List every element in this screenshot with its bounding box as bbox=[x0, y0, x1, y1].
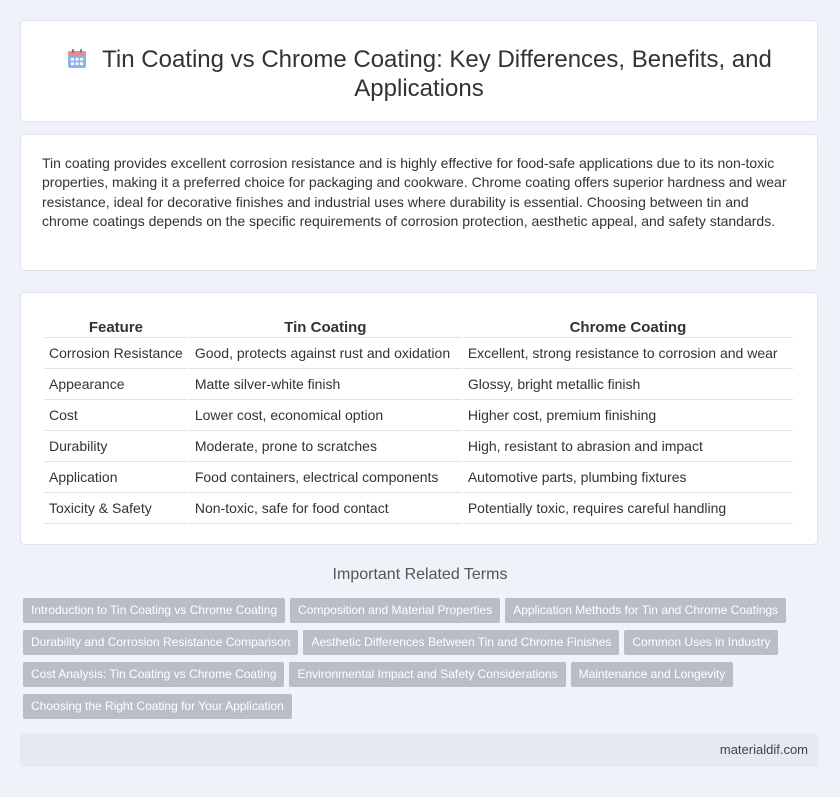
table-cell: Durability bbox=[44, 431, 188, 462]
summary-card bbox=[20, 134, 818, 271]
related-term-tag[interactable]: Composition and Material Properties bbox=[290, 598, 500, 623]
related-term-tag[interactable]: Introduction to Tin Coating vs Chrome Coating bbox=[23, 598, 285, 623]
calendar-grid-icon bbox=[66, 48, 88, 70]
table-cell: High, resistant to abrasion and impact bbox=[463, 431, 793, 462]
table-cell: Food containers, electrical components bbox=[190, 462, 461, 493]
table-cell: Corrosion Resistance bbox=[44, 338, 188, 369]
table-row bbox=[44, 431, 793, 462]
table-cell: Moderate, prone to scratches bbox=[190, 431, 461, 462]
comparison-table-card bbox=[20, 292, 818, 545]
table-header-row bbox=[44, 315, 793, 338]
table-cell: Non-toxic, safe for food contact bbox=[190, 493, 461, 524]
table-row bbox=[44, 462, 793, 493]
table-cell: Matte silver-white finish bbox=[190, 369, 461, 400]
page-title bbox=[21, 45, 817, 103]
footer bbox=[20, 734, 818, 767]
comparison-table bbox=[42, 315, 795, 524]
table-cell: Good, protects against rust and oxidation bbox=[190, 338, 461, 369]
related-terms-heading: Important Related Terms bbox=[332, 566, 508, 583]
table-row bbox=[44, 338, 793, 369]
header-feature: Feature bbox=[44, 315, 188, 338]
table-cell: Application bbox=[44, 462, 188, 493]
related-term-tag[interactable]: Choosing the Right Coating for Your Application bbox=[23, 694, 292, 719]
table-cell: Cost bbox=[44, 400, 188, 431]
table-cell: Automotive parts, plumbing fixtures bbox=[463, 462, 793, 493]
table-cell: Potentially toxic, requires careful handling bbox=[463, 493, 793, 524]
table-cell: Appearance bbox=[44, 369, 188, 400]
footer-site-link[interactable]: materialdif.com bbox=[719, 742, 808, 757]
table-cell: Higher cost, premium finishing bbox=[463, 400, 793, 431]
related-terms-list bbox=[23, 598, 823, 726]
related-term-tag[interactable]: Cost Analysis: Tin Coating vs Chrome Coating bbox=[23, 662, 284, 687]
related-term-tag[interactable]: Aesthetic Differences Between Tin and Chrome Finishes bbox=[303, 630, 619, 655]
header-chrome-coating: Chrome Coating bbox=[463, 315, 793, 338]
related-term-tag[interactable]: Durability and Corrosion Resistance Comparison bbox=[23, 630, 298, 655]
related-term-tag[interactable]: Application Methods for Tin and Chrome Coatings bbox=[505, 598, 786, 623]
page-title-text: Tin Coating vs Chrome Coating: Key Differences, Benefits, and Applications bbox=[102, 46, 772, 102]
table-cell: Toxicity & Safety bbox=[44, 493, 188, 524]
related-term-tag[interactable]: Maintenance and Longevity bbox=[571, 662, 734, 687]
table-cell: Glossy, bright metallic finish bbox=[463, 369, 793, 400]
table-cell: Lower cost, economical option bbox=[190, 400, 461, 431]
summary-paragraph: Tin coating provides excellent corrosion resistance and is highly effective for food-safe applications due to its non-toxic properties, making it a preferred choice for packaging and cookware. Chrome coating offers superior hardness and wear resistance, ideal for decorative finishes and industrial uses where durability is essential. Choosing between tin and chrome coatings depends on the specific requirements of corrosion protection, aesthetic appeal, and safety standards. bbox=[42, 155, 787, 230]
table-row bbox=[44, 369, 793, 400]
table-row bbox=[44, 400, 793, 431]
header-tin-coating: Tin Coating bbox=[190, 315, 461, 338]
table-cell: Excellent, strong resistance to corrosion and wear bbox=[463, 338, 793, 369]
related-term-tag[interactable]: Environmental Impact and Safety Considerations bbox=[289, 662, 565, 687]
table-row bbox=[44, 493, 793, 524]
related-term-tag[interactable]: Common Uses in Industry bbox=[624, 630, 778, 655]
title-card bbox=[20, 20, 818, 122]
